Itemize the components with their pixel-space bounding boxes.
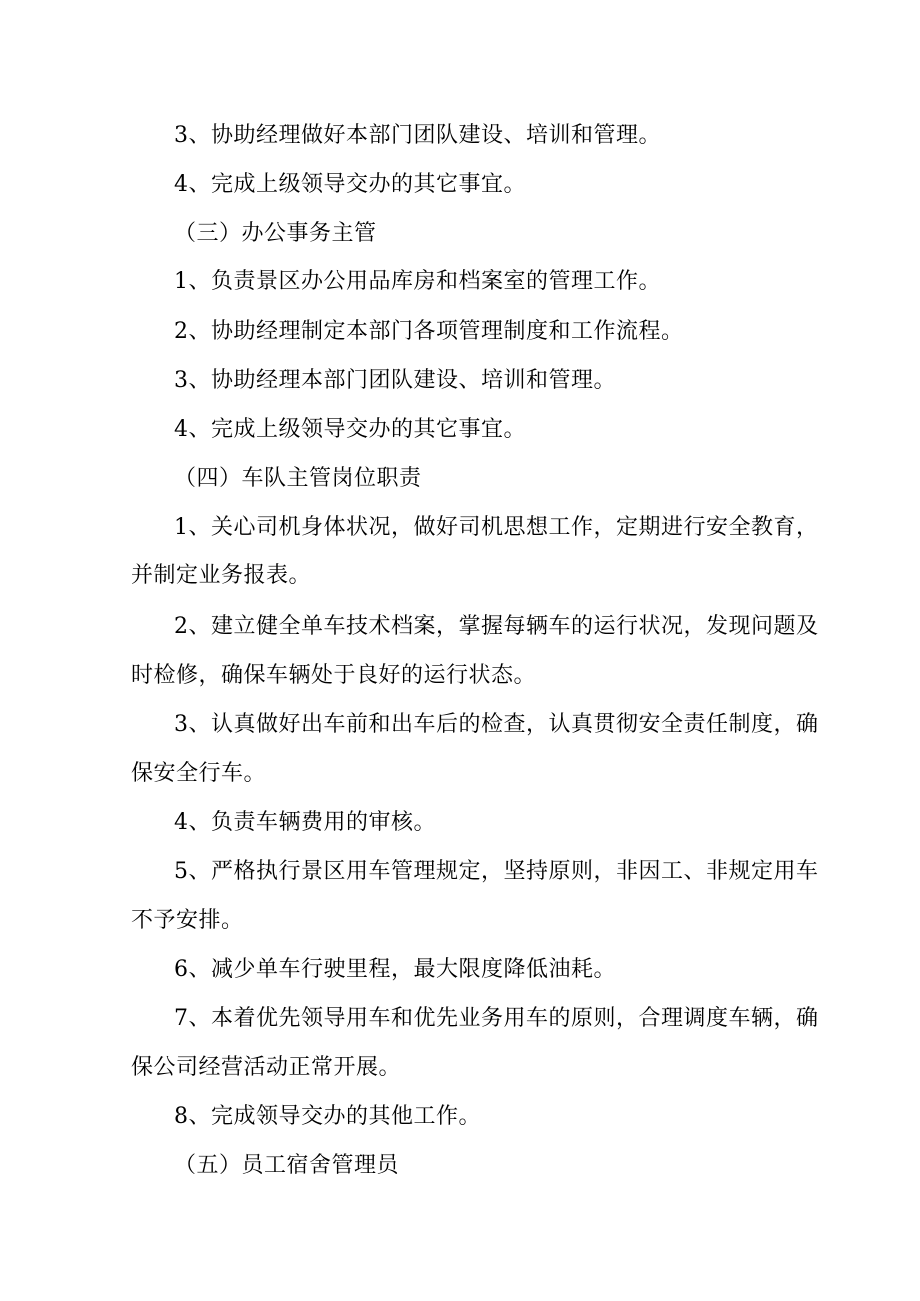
text-line: 3、认真做好出车前和出车后的检查，认真贯彻安全责任制度，确 <box>174 712 819 737</box>
text-line: 3、协助经理做好本部门团队建设、培训和管理。 <box>174 123 661 148</box>
text-line: 4、完成上级领导交办的其它事宜。 <box>174 417 526 442</box>
text-line: 7、本着优先领导用车和优先业务用车的原则，合理调度车辆，确 <box>174 1006 819 1031</box>
text-line: 保公司经营活动正常开展。 <box>131 1055 402 1080</box>
text-line: 4、完成上级领导交办的其它事宜。 <box>174 172 526 197</box>
text-line: 6、减少单车行驶里程，最大限度降低油耗。 <box>174 957 616 982</box>
text-line: 2、协助经理制定本部门各项管理制度和工作流程。 <box>174 319 684 344</box>
text-line: 1、关心司机身体状况，做好司机思想工作，定期进行安全教育， <box>174 515 819 540</box>
text-line: 时检修，确保车辆处于良好的运行状态。 <box>131 663 537 688</box>
text-line: 3、协助经理本部门团队建设、培训和管理。 <box>174 368 616 393</box>
text-line: 不予安排。 <box>131 908 244 933</box>
section-heading: （五）员工宿舍管理员 <box>174 1153 400 1178</box>
text-line: 保安全行车。 <box>131 761 267 786</box>
text-line: 4、负责车辆费用的审核。 <box>174 810 436 835</box>
text-line: 1、负责景区办公用品库房和档案室的管理工作。 <box>174 269 661 294</box>
text-line: 5、严格执行景区用车管理规定，坚持原则，非因工、非规定用车 <box>174 859 819 884</box>
section-heading: （四）车队主管岗位职责 <box>174 466 422 491</box>
text-line: 8、完成领导交办的其他工作。 <box>174 1104 481 1129</box>
text-line: 2、建立健全单车技术档案，掌握每辆车的运行状况，发现问题及 <box>174 614 819 639</box>
section-heading: （三）办公事务主管 <box>174 221 377 246</box>
text-line: 并制定业务报表。 <box>131 563 312 588</box>
